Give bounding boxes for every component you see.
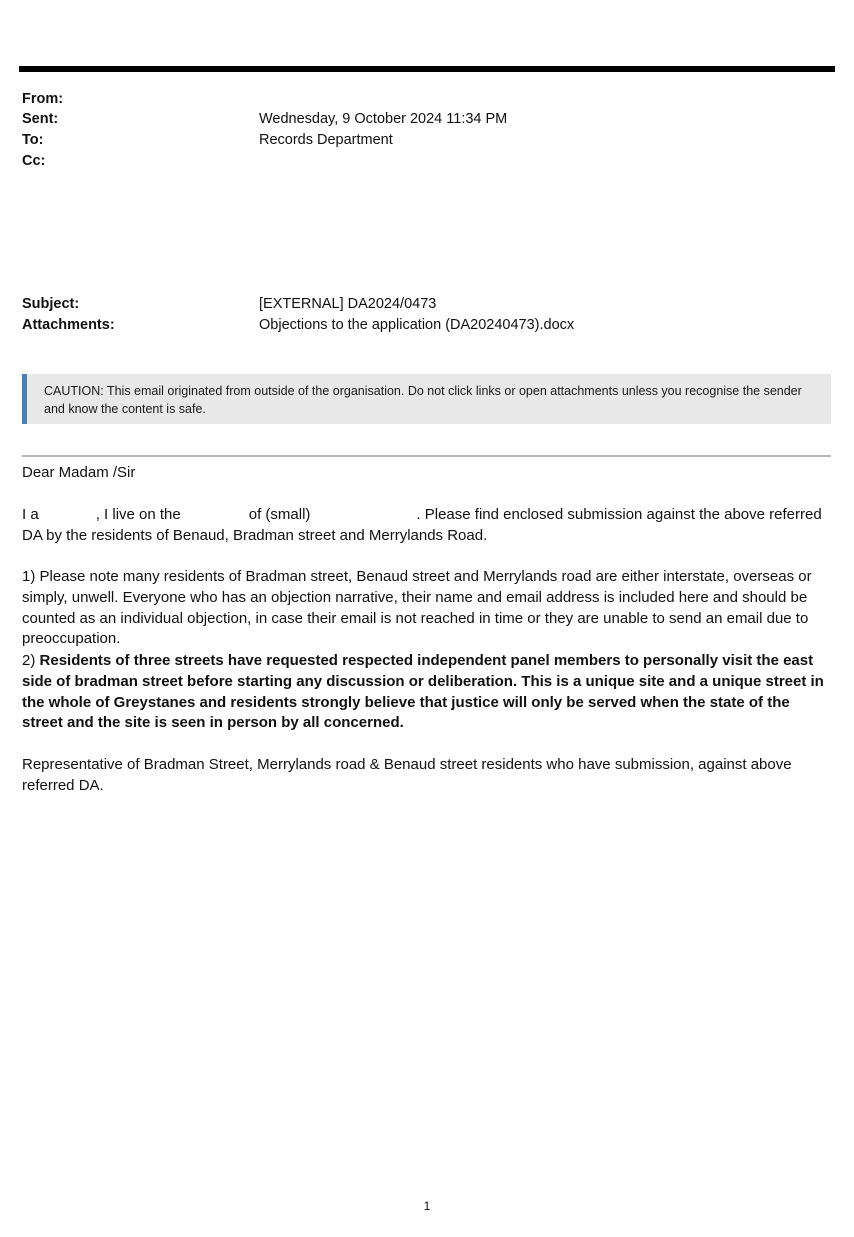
redacted-location bbox=[181, 505, 249, 521]
point-2-bold: Residents of three streets have requested respected independent panel members to personally visit the east side of bradman street before starting any discussion or deliberation. This is a unique site and a unique street in the whole of Greystanes and residents strongly believe that justice will only be served when the state of the street and the site is seen in person by all concerned. bbox=[22, 652, 824, 732]
sent-value: Wednesday, 9 October 2024 11:34 PM bbox=[259, 111, 508, 127]
divider bbox=[22, 455, 831, 457]
point-1: 1) Please note many residents of Bradman street, Benaud street and Merrylands road are either interstate, overseas or simply, unwell. Everyone who has an objection narrative, their name and email address is included here and should be counted as an individual objection, in case their email is not reached in time or they are unable to send an email due to preoccupation. bbox=[22, 568, 812, 648]
attachments-label: Attachments: bbox=[22, 317, 115, 333]
caution-banner bbox=[22, 374, 831, 424]
sent-label: Sent: bbox=[22, 111, 59, 127]
closing-paragraph: Representative of Bradman Street, Merrylands road & Benaud street residents who have submission, against above referred DA. bbox=[22, 756, 792, 794]
attachment-link[interactable]: Objections to the application (DA20240473).docx bbox=[259, 317, 575, 333]
to-value: Records Department bbox=[259, 132, 393, 148]
caution-text: CAUTION: This email originated from outside of the organisation. Do not click links or open attachments unless you recognise the sender and know the content is safe. bbox=[44, 384, 802, 416]
point-2 bbox=[22, 651, 834, 734]
cc-label: Cc: bbox=[22, 153, 46, 169]
to-label: To: bbox=[22, 132, 44, 148]
greeting: Dear Madam /Sir bbox=[22, 464, 136, 481]
intro-paragraph bbox=[22, 505, 834, 547]
from-label: From: bbox=[22, 91, 64, 107]
point-2-prefix: 2) bbox=[22, 652, 40, 669]
intro-part-1: I a bbox=[22, 506, 39, 523]
page-number: 1 bbox=[423, 1199, 431, 1213]
subject-label: Subject: bbox=[22, 296, 80, 312]
intro-part-2: , I live on the bbox=[95, 506, 181, 523]
intro-part-3: of (small) bbox=[248, 506, 311, 523]
redacted-street bbox=[310, 505, 416, 521]
subject-value: [EXTERNAL] DA2024/0473 bbox=[259, 296, 437, 312]
intro-part-4: . Please find enclosed submission against the above referred DA by the residents of Benaud, Bradman street and Merrylands Road. bbox=[22, 506, 822, 544]
redacted-name bbox=[39, 505, 96, 521]
top-rule bbox=[19, 66, 835, 72]
